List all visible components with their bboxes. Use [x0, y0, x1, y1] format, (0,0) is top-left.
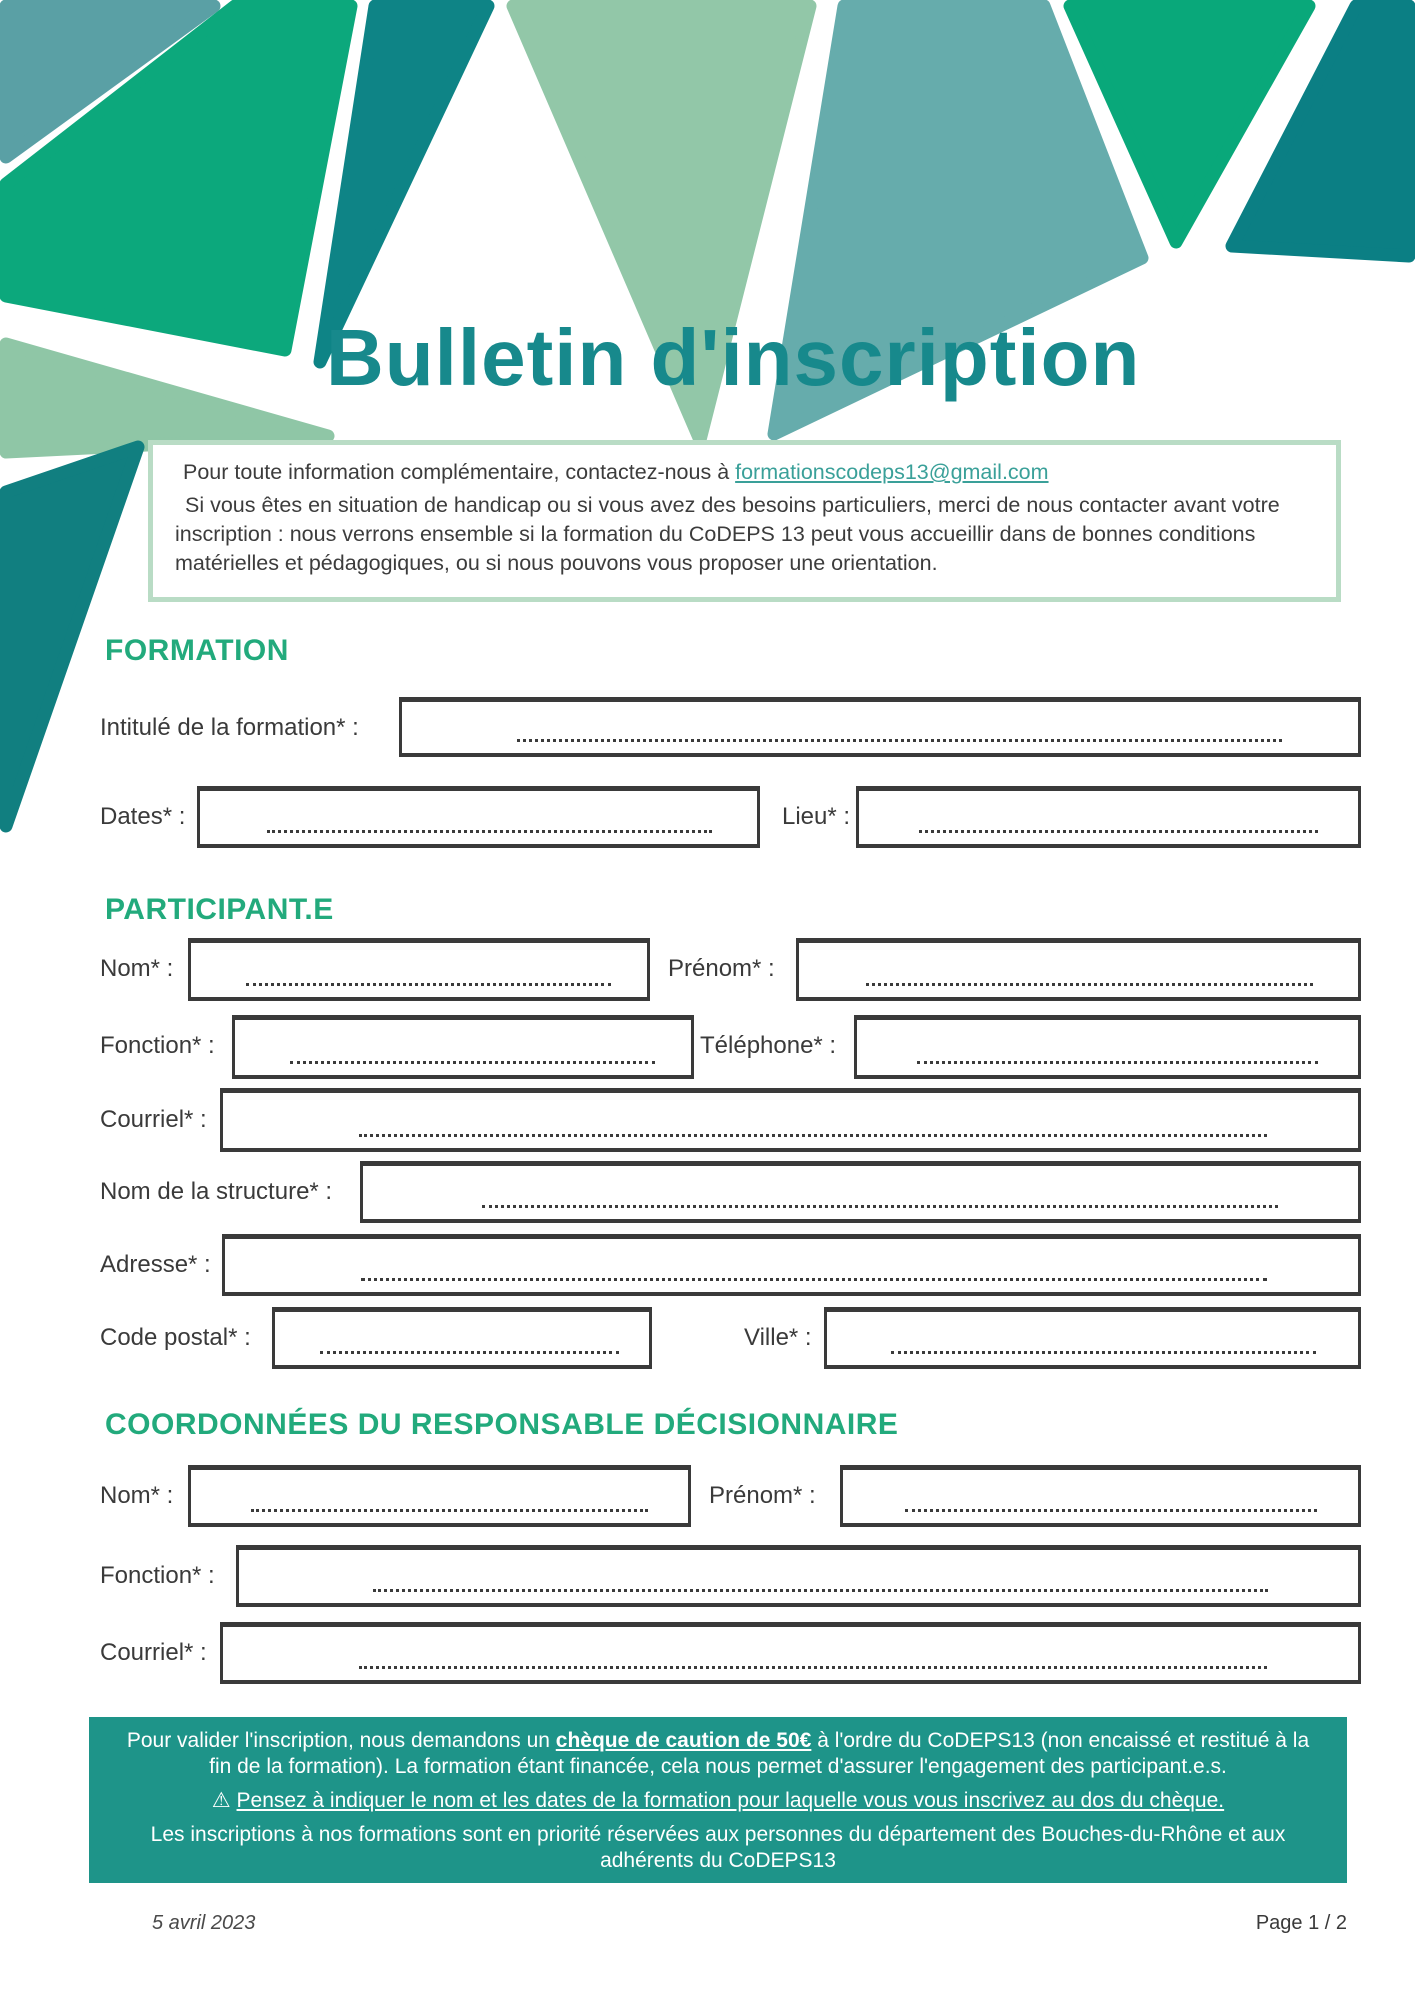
dotted-line [246, 983, 611, 986]
deposit-paragraph [119, 1728, 1317, 1780]
priority-note: Les inscriptions à nos formations sont en priorité réservées aux personnes du département des Bouches-du-Rhône et aux adhérents du CoDEPS13 [150, 1823, 1286, 1872]
label-participant-courriel: Courriel* : [100, 1106, 207, 1133]
input-box-dates[interactable] [197, 786, 760, 848]
label-code-postal: Code postal* : [100, 1324, 251, 1351]
input-box-responsable-fonction[interactable] [236, 1545, 1361, 1607]
dotted-line [359, 1666, 1267, 1669]
section-heading-participant: PARTICIPANT.E [105, 893, 334, 926]
warning-text: Pensez à indiquer le nom et les dates de la formation pour laquelle vous vous inscrivez au dos du chèque. [236, 1789, 1225, 1812]
label-adresse: Adresse* : [100, 1251, 211, 1278]
dotted-line [373, 1589, 1268, 1592]
section-heading-formation: FORMATION [105, 634, 289, 667]
deposit-text-suffix: à l'ordre du CoDEPS13 (non encaissé et restitué à la fin de la formation). La formation étant financée, cela nous permet d'assurer l'engagement des participant.e.s. [209, 1729, 1310, 1778]
label-lieu: Lieu* : [782, 803, 851, 830]
dotted-line [917, 1061, 1318, 1064]
label-responsable-courriel: Courriel* : [100, 1639, 207, 1666]
input-box-participant-courriel[interactable] [220, 1088, 1361, 1152]
label-participant-prenom: Prénom* : [668, 955, 775, 982]
deposit-amount: chèque de caution de 50€ [555, 1729, 812, 1752]
input-box-intitule[interactable] [399, 697, 1361, 757]
dotted-line [905, 1509, 1317, 1512]
label-participant-telephone: Téléphone* : [700, 1032, 837, 1059]
label-structure: Nom de la structure* : [100, 1178, 333, 1205]
warning-line [119, 1788, 1317, 1814]
dotted-line [267, 830, 713, 833]
page-title: Bulletin d'inscription [326, 313, 1141, 402]
input-box-adresse[interactable] [222, 1234, 1361, 1296]
label-ville: Ville* : [744, 1324, 812, 1351]
dotted-line [482, 1205, 1278, 1208]
dotted-line [320, 1351, 619, 1354]
dotted-line [866, 983, 1313, 986]
dotted-line [891, 1351, 1316, 1354]
input-box-structure[interactable] [360, 1161, 1361, 1223]
contact-info-box [148, 440, 1341, 602]
input-box-participant-telephone[interactable] [854, 1015, 1361, 1079]
accessibility-paragraph: Si vous êtes en situation de handicap ou si vous avez des besoins particuliers, merci de nous contacter avant votre inscription : nous verrons ensemble si la formation du CoDEPS 13 peut vous accueillir dans de bonnes conditions matérielles et pédagogiques, ou si nous pouvons vous proposer une orientation. [175, 493, 1280, 575]
email-link[interactable]: formationscodeps13@gmail.com [735, 460, 1049, 484]
label-dates: Dates* : [100, 803, 186, 830]
dotted-line [517, 739, 1282, 742]
input-box-lieu[interactable] [856, 786, 1361, 848]
input-box-participant-nom[interactable] [188, 938, 650, 1001]
input-box-code-postal[interactable] [272, 1307, 652, 1369]
label-participant-nom: Nom* : [100, 955, 174, 982]
section-heading-responsable: COORDONNÉES DU RESPONSABLE DÉCISIONNAIRE [105, 1408, 899, 1441]
contact-line [175, 458, 1305, 487]
payment-notice-banner [89, 1717, 1347, 1883]
label-responsable-nom: Nom* : [100, 1482, 174, 1509]
dotted-line [919, 830, 1318, 833]
dotted-line [361, 1278, 1267, 1281]
footer-page-number: Page 1 / 2 [1255, 1912, 1347, 1934]
label-responsable-prenom: Prénom* : [709, 1482, 816, 1509]
input-box-responsable-nom[interactable] [188, 1465, 691, 1527]
footer-date: 5 avril 2023 [152, 1912, 256, 1934]
input-box-participant-prenom[interactable] [796, 938, 1361, 1001]
input-box-responsable-prenom[interactable] [840, 1465, 1361, 1527]
input-box-responsable-courriel[interactable] [220, 1622, 1361, 1684]
dotted-line [359, 1134, 1267, 1137]
contact-line-text: Pour toute information complémentaire, contactez-nous à [183, 460, 736, 484]
input-box-participant-fonction[interactable] [232, 1015, 694, 1079]
triangle-left-sage [6, 344, 328, 452]
dotted-line [251, 1509, 649, 1512]
warning-icon: ⚠ [211, 1789, 231, 1812]
label-responsable-fonction: Fonction* : [100, 1562, 215, 1589]
dotted-line [290, 1061, 655, 1064]
label-intitule: Intitulé de la formation* : [100, 714, 359, 741]
label-participant-fonction: Fonction* : [100, 1032, 215, 1059]
deposit-text-prefix: Pour valider l'inscription, nous demandons un [126, 1729, 556, 1752]
input-box-ville[interactable] [824, 1307, 1361, 1369]
